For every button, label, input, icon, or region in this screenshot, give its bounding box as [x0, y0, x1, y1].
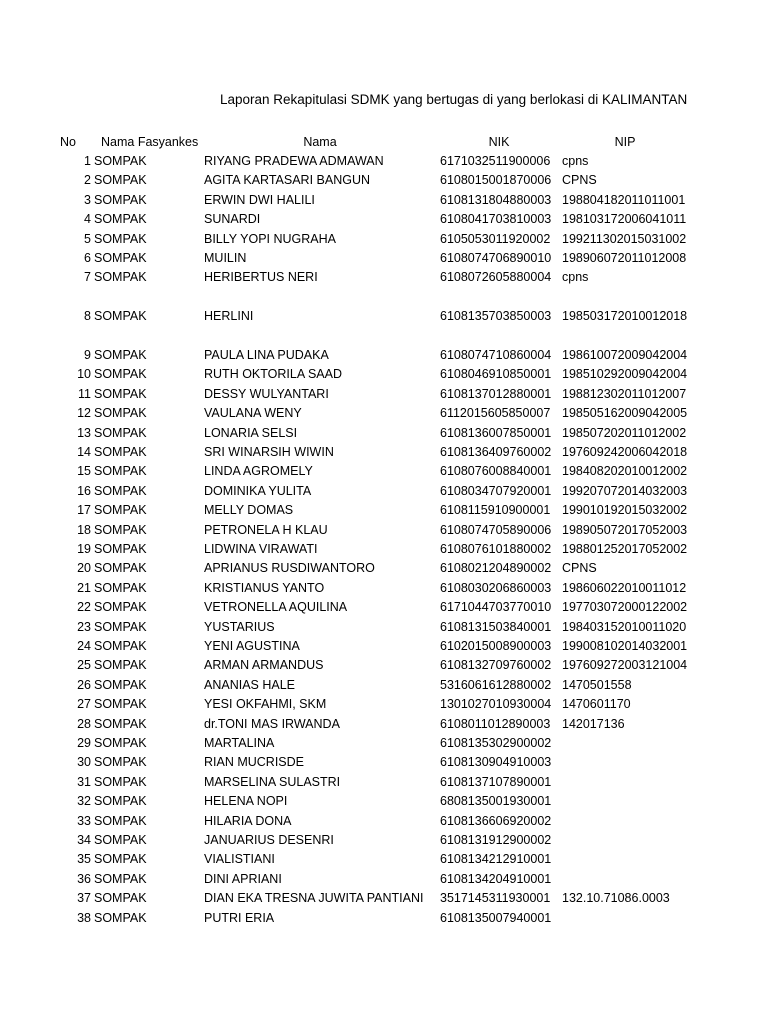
row-nip: 198906072011012008: [562, 251, 687, 265]
row-fasyankes: SOMPAK: [94, 192, 147, 207]
row-nik: 6108076101880002: [440, 542, 552, 556]
row-nama: LINDA AGROMELY: [204, 464, 313, 479]
row-nik: 1301027010930004: [440, 697, 552, 712]
row-fasyankes: SOMPAK: [94, 755, 147, 770]
table-row: [0, 210, 768, 229]
row-fasyankes: SOMPAK: [94, 212, 147, 227]
row-nik: 6108034707920001: [440, 483, 552, 498]
table-row: [0, 773, 768, 792]
row-nama: YENI AGUSTINA: [204, 639, 300, 653]
table-row: [0, 715, 768, 734]
table-row: [0, 618, 768, 637]
row-fasyankes: SOMPAK: [94, 348, 147, 362]
row-fasyankes: SOMPAK: [94, 231, 147, 246]
row-nik: 6108132709760002: [440, 658, 552, 673]
row-nama: PUTRI ERIA: [204, 910, 275, 925]
table-row: [0, 346, 768, 365]
row-nik: 6108137012880001: [440, 386, 552, 401]
row-nip: 198505162009042005: [562, 406, 688, 421]
row-nik: 6108072605880004: [440, 270, 552, 285]
row-fasyankes: SOMPAK: [94, 367, 147, 382]
row-nama: SUNARDI: [204, 212, 261, 227]
header-fasyankes: Nama Fasyankes: [101, 135, 199, 149]
table-row: [0, 540, 768, 559]
row-nik: 3517145311930001: [440, 891, 551, 906]
row-no: 3: [84, 192, 91, 207]
row-nama: AGITA KARTASARI BANGUN: [204, 173, 371, 188]
row-fasyankes: SOMPAK: [94, 483, 147, 498]
row-fasyankes: SOMPAK: [94, 639, 147, 653]
row-fasyankes: SOMPAK: [94, 522, 147, 537]
row-no: 11: [78, 386, 91, 401]
row-nama: ANANIAS HALE: [204, 677, 296, 692]
table-row: [0, 812, 768, 831]
row-nip: CPNS: [562, 173, 597, 188]
row-nik: 6108074706890010: [440, 251, 552, 265]
header-nama: Nama: [303, 135, 337, 149]
row-no: 36: [77, 871, 91, 886]
table-row: [0, 424, 768, 443]
header-nik: NIK: [488, 135, 510, 149]
row-nip: 199211302015031002: [562, 231, 687, 246]
row-nama: SRI WINARSIH WIWIN: [204, 445, 334, 459]
row-fasyankes: SOMPAK: [94, 871, 147, 886]
row-fasyankes: SOMPAK: [94, 736, 147, 750]
row-fasyankes: SOMPAK: [94, 386, 147, 401]
row-no: 24: [77, 639, 91, 653]
row-fasyankes: SOMPAK: [94, 445, 147, 459]
row-no: 21: [77, 580, 91, 595]
row-nip: 198507202011012002: [562, 425, 687, 440]
row-nama: MARTALINA: [204, 736, 275, 750]
row-fasyankes: SOMPAK: [94, 580, 147, 595]
row-nip: 198905072017052003: [562, 522, 688, 537]
table-row: [0, 870, 768, 889]
row-nip: 198503172010012018: [562, 309, 688, 324]
row-no: 13: [77, 425, 91, 440]
row-nama: APRIANUS RUSDIWANTORO: [204, 561, 375, 576]
row-fasyankes: SOMPAK: [94, 561, 147, 576]
row-nip: 198510292009042004: [562, 367, 688, 382]
row-fasyankes: SOMPAK: [94, 619, 147, 634]
row-nik: 6108030206860003: [440, 580, 552, 595]
row-no: 17: [77, 503, 91, 518]
table-row: [0, 230, 768, 249]
row-no: 38: [77, 910, 91, 925]
table-row: [0, 850, 768, 869]
row-nama: VAULANA WENY: [204, 406, 302, 421]
table-row: [0, 249, 768, 268]
row-fasyankes: SOMPAK: [94, 251, 147, 265]
table-row: [0, 909, 768, 928]
row-fasyankes: SOMPAK: [94, 658, 147, 673]
row-nama: LIDWINA VIRAWATI: [204, 542, 318, 556]
row-no: 27: [77, 697, 91, 712]
table-row: [0, 443, 768, 462]
row-nama: PAULA LINA PUDAKA: [204, 348, 329, 362]
row-nip: 197609272003121004: [562, 658, 688, 673]
row-no: 35: [77, 852, 91, 867]
row-nik: 6108131804880003: [440, 192, 552, 207]
table-header-row: [0, 133, 768, 152]
row-no: 26: [77, 677, 91, 692]
row-nik: 6808135001930001: [440, 794, 552, 809]
row-nip: 198610072009042004: [562, 348, 688, 362]
table-row: [0, 482, 768, 501]
table-row: [0, 521, 768, 540]
row-nik: 6108021204890002: [440, 561, 552, 576]
table-row: [0, 191, 768, 210]
row-fasyankes: SOMPAK: [94, 697, 147, 712]
row-nama: RUTH OKTORILA SAAD: [204, 367, 342, 382]
row-fasyankes: SOMPAK: [94, 154, 147, 168]
row-nik: 6171044703770010: [440, 600, 552, 615]
table-row: [0, 268, 768, 287]
row-fasyankes: SOMPAK: [94, 910, 147, 925]
row-nik: 6108046910850001: [440, 367, 552, 382]
row-nip: 197609242006042018: [562, 445, 688, 459]
row-nik: 6108130904910003: [440, 755, 552, 770]
row-no: 33: [77, 813, 91, 828]
table-row: [0, 734, 768, 753]
row-nama: MUILIN: [204, 251, 247, 265]
row-nama: JANUARIUS DESENRI: [204, 833, 334, 847]
row-nik: 6108134204910001: [440, 871, 552, 886]
row-fasyankes: SOMPAK: [94, 794, 147, 809]
row-nama: HERIBERTUS NERI: [204, 270, 318, 285]
table-row: [0, 579, 768, 598]
row-nip: 199207072014032003: [562, 483, 688, 498]
row-nip: 199010192015032002: [562, 503, 688, 518]
row-nik: 5316061612880002: [440, 677, 552, 692]
row-nip: CPNS: [562, 561, 597, 576]
row-no: 7: [84, 270, 91, 285]
row-nik: 6108136606920002: [440, 813, 552, 828]
row-nip: 198801252017052002: [562, 542, 688, 556]
row-nama: PETRONELA H KLAU: [204, 522, 328, 537]
table-row: [0, 598, 768, 617]
row-nip: 1470501558: [562, 677, 632, 692]
row-fasyankes: SOMPAK: [94, 309, 147, 324]
row-nik: 6171032511900006: [440, 154, 551, 168]
row-nik: 6108074705890006: [440, 522, 552, 537]
row-nama: BILLY YOPI NUGRAHA: [204, 231, 336, 246]
row-nik: 6105053011920002: [440, 231, 551, 246]
row-nik: 6108135007940001: [440, 910, 552, 925]
row-fasyankes: SOMPAK: [94, 503, 147, 518]
table-row: [0, 462, 768, 481]
row-fasyankes: SOMPAK: [94, 600, 147, 615]
row-fasyankes: SOMPAK: [94, 425, 147, 440]
row-no: 31: [77, 774, 91, 789]
table-row: [0, 889, 768, 908]
row-no: 28: [77, 716, 91, 731]
row-nik: 6108135703850003: [440, 309, 552, 324]
row-no: 9: [84, 348, 91, 362]
row-no: 8: [84, 309, 91, 324]
row-nama: ARMAN ARMANDUS: [204, 658, 324, 673]
row-nama: ERWIN DWI HALILI: [204, 192, 315, 207]
row-fasyankes: SOMPAK: [94, 891, 147, 906]
table-row: [0, 501, 768, 520]
row-nik: 6108136409760002: [440, 445, 552, 459]
table-row: [0, 152, 768, 171]
row-nip: 132.10.71086.0003: [562, 891, 670, 906]
row-no: 10: [77, 367, 91, 382]
row-nik: 6108131503840001: [440, 619, 552, 634]
header-nip: NIP: [614, 135, 636, 149]
row-no: 32: [77, 794, 91, 809]
row-no: 12: [77, 406, 91, 421]
row-fasyankes: SOMPAK: [94, 677, 147, 692]
report-title: Laporan Rekapitulasi SDMK yang bertugas di yang berlokasi di KALIMANTAN: [220, 92, 688, 107]
table-row: [0, 404, 768, 423]
row-nip: 198812302011012007: [562, 386, 687, 401]
row-no: 16: [77, 483, 91, 498]
row-nama: RIAN MUCRISDE: [204, 755, 305, 770]
row-nip: 199008102014032001: [562, 639, 688, 653]
table-row: [0, 695, 768, 714]
row-fasyankes: SOMPAK: [94, 270, 147, 285]
row-no: 6: [84, 251, 91, 265]
row-no: 19: [77, 542, 91, 556]
row-nama: HELENA NOPI: [204, 794, 288, 809]
row-nama: dr.TONI MAS IRWANDA: [204, 716, 340, 731]
row-nik: 6108011012890003: [440, 716, 551, 731]
row-no: 15: [77, 464, 91, 479]
row-nama: KRISTIANUS YANTO: [204, 580, 325, 595]
table-row: [0, 831, 768, 850]
row-no: 29: [77, 736, 91, 750]
row-nip: 198804182011011001: [562, 192, 686, 207]
row-nama: YUSTARIUS: [204, 619, 275, 634]
row-nip: 198408202010012002: [562, 464, 688, 479]
table-row: [0, 676, 768, 695]
table-row: [0, 171, 768, 190]
row-fasyankes: SOMPAK: [94, 716, 147, 731]
row-nama: MELLY DOMAS: [204, 503, 294, 518]
row-nip: 198103172006041011: [562, 212, 687, 227]
row-nip: 1470601170: [562, 697, 631, 712]
row-nama: MARSELINA SULASTRI: [204, 774, 341, 789]
table-row: [0, 307, 768, 326]
row-nip: 198403152010011020: [562, 619, 687, 634]
row-no: 18: [77, 522, 91, 537]
row-nik: 6108137107890001: [440, 774, 552, 789]
row-nama: RIYANG PRADEWA ADMAWAN: [204, 154, 384, 168]
row-nik: 6112015605850007: [440, 406, 551, 421]
header-no: No: [60, 135, 76, 149]
row-nama: HILARIA DONA: [204, 813, 292, 828]
row-nik: 6108136007850001: [440, 425, 552, 440]
row-nama: LONARIA SELSI: [204, 425, 298, 440]
row-fasyankes: SOMPAK: [94, 774, 147, 789]
row-nik: 6108076008840001: [440, 464, 552, 479]
row-no: 22: [77, 600, 91, 615]
table-row: [0, 385, 768, 404]
row-fasyankes: SOMPAK: [94, 542, 147, 556]
row-nik: 6108135302900002: [440, 736, 552, 750]
row-nik: 6108074710860004: [440, 348, 552, 362]
row-nama: DINI APRIANI: [204, 871, 282, 886]
row-nama: VIALISTIANI: [204, 852, 275, 867]
row-no: 2: [84, 173, 91, 188]
row-fasyankes: SOMPAK: [94, 833, 147, 847]
row-nip: cpns: [562, 154, 589, 168]
table-row: [0, 637, 768, 656]
row-nama: DESSY WULYANTARI: [204, 386, 329, 401]
row-nama: DIAN EKA TRESNA JUWITA PANTIANI: [204, 891, 424, 906]
row-nik: 6108131912900002: [440, 833, 552, 847]
row-fasyankes: SOMPAK: [94, 464, 147, 479]
row-no: 14: [77, 445, 91, 459]
row-no: 20: [77, 561, 91, 576]
row-nik: 6102015008900003: [440, 639, 552, 653]
row-nik: 6108115910900001: [440, 503, 551, 518]
row-no: 30: [77, 755, 91, 770]
row-no: 5: [84, 231, 91, 246]
row-fasyankes: SOMPAK: [94, 173, 147, 188]
row-fasyankes: SOMPAK: [94, 813, 147, 828]
table-row: [0, 792, 768, 811]
row-nip: 142017136: [562, 716, 625, 731]
table-row: [0, 656, 768, 675]
row-fasyankes: SOMPAK: [94, 852, 147, 867]
row-no: 34: [77, 833, 91, 847]
table-row: [0, 559, 768, 578]
table-row: [0, 365, 768, 384]
row-no: 23: [77, 619, 91, 634]
row-nik: 6108134212910001: [440, 852, 552, 867]
row-no: 4: [84, 212, 91, 227]
row-nik: 6108041703810003: [440, 212, 552, 227]
row-nama: DOMINIKA YULITA: [204, 483, 312, 498]
row-nama: HERLINI: [204, 309, 254, 324]
row-nip: cpns: [562, 270, 589, 285]
row-nip: 197703072000122002: [562, 600, 688, 615]
row-no: 37: [77, 891, 91, 906]
row-nama: VETRONELLA AQUILINA: [204, 600, 348, 615]
row-nip: 198606022010011012: [562, 580, 687, 595]
row-nik: 6108015001870006: [440, 173, 552, 188]
row-no: 25: [77, 658, 91, 673]
table-row: [0, 753, 768, 772]
row-no: 1: [84, 154, 91, 168]
row-fasyankes: SOMPAK: [94, 406, 147, 421]
row-nama: YESI OKFAHMI, SKM: [204, 697, 327, 712]
